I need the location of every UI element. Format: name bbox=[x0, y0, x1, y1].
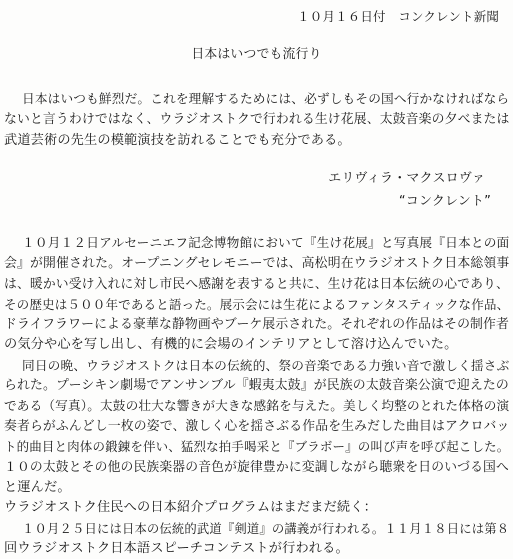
body-line: ト的曲目と肉体の鍛錬を伴い、猛烈な拍手喝采と『ブラボー』の叫び声を呼び起こした。 bbox=[4, 439, 510, 454]
body-line: ウラジオストク住民への日本紹介プログラムはまだまだ続く： bbox=[4, 500, 377, 515]
body-line: １０月２５日には日本の伝統的武道『剣道』の講義が行われる。１１月１８日には第８ bbox=[22, 522, 510, 536]
body-line: 同日の晩、ウラジオストクは日本の伝統的、祭の音楽である力強い音で激しく揺さぶ bbox=[22, 358, 510, 373]
body-line: 奏者らがふんどし一枚の姿で、激しく心を揺さぶる作品を生みだした曲目はアクロバッ bbox=[4, 419, 510, 434]
lede-line: ないと言うわけではなく、ウラジオストクで行われる生け花展、太鼓音楽の夕べまたは bbox=[4, 112, 510, 127]
dateline: １０月１６日付 コンクレント新聞 bbox=[297, 9, 499, 24]
body-line: である（写真）。太鼓の壮大な響きが大きな感銘を与えた。美しく均整のとれた体格の演 bbox=[4, 398, 510, 413]
body-line: 会』が開催された。オープニングセレモニーでは、高松明在ウラジオストク日本総領事 bbox=[4, 256, 510, 271]
headline: 日本はいつでも流行り bbox=[191, 47, 322, 62]
body-line: は、暖かい受け入れに対し市民へ感謝を表すると共に、生け花は日本伝統の心であり、 bbox=[4, 277, 509, 292]
body-line: 回ウラジオストク日本語スピーチコンテストが行われる。 bbox=[4, 541, 349, 556]
body-line: られた。プーシキン劇場でアンサンブル『蝦夷太鼓』が民族の太鼓音楽公演で迎えたの bbox=[4, 378, 509, 393]
author-name: エリヴィラ・マクスロヴァ bbox=[328, 171, 485, 186]
lede-line: 日本はいつも鮮烈だ。これを理解するためには、必ずしもその国へ行かなければなら bbox=[22, 91, 510, 106]
body-line: ドライフラワーによる豪華な静物画やブーケ展示された。それぞれの作品はその制作者 bbox=[4, 317, 509, 332]
body-line: と運んだ。 bbox=[4, 480, 71, 495]
body-line: １０月１２日アルセーニエフ記念博物館において『生け花展』と写真展『日本との面 bbox=[22, 235, 510, 250]
author-affiliation: “コンクレント” bbox=[398, 194, 491, 209]
body-line: の気分や心を写し出し、有機的に会場のインテリアとして溶け込んでいた。 bbox=[4, 337, 458, 352]
body-line: １０の太鼓とその他の民族楽器の音色が旋律豊かに変調しながら聴衆を日のいづる国へ bbox=[4, 460, 509, 475]
body-line: その歴史は５００年であると語った。展示会には生花によるファンタスティックな作品、 bbox=[4, 297, 510, 312]
lede-line: 武道芸術の先生の模範演技を訪れることでも充分である。 bbox=[4, 133, 351, 148]
